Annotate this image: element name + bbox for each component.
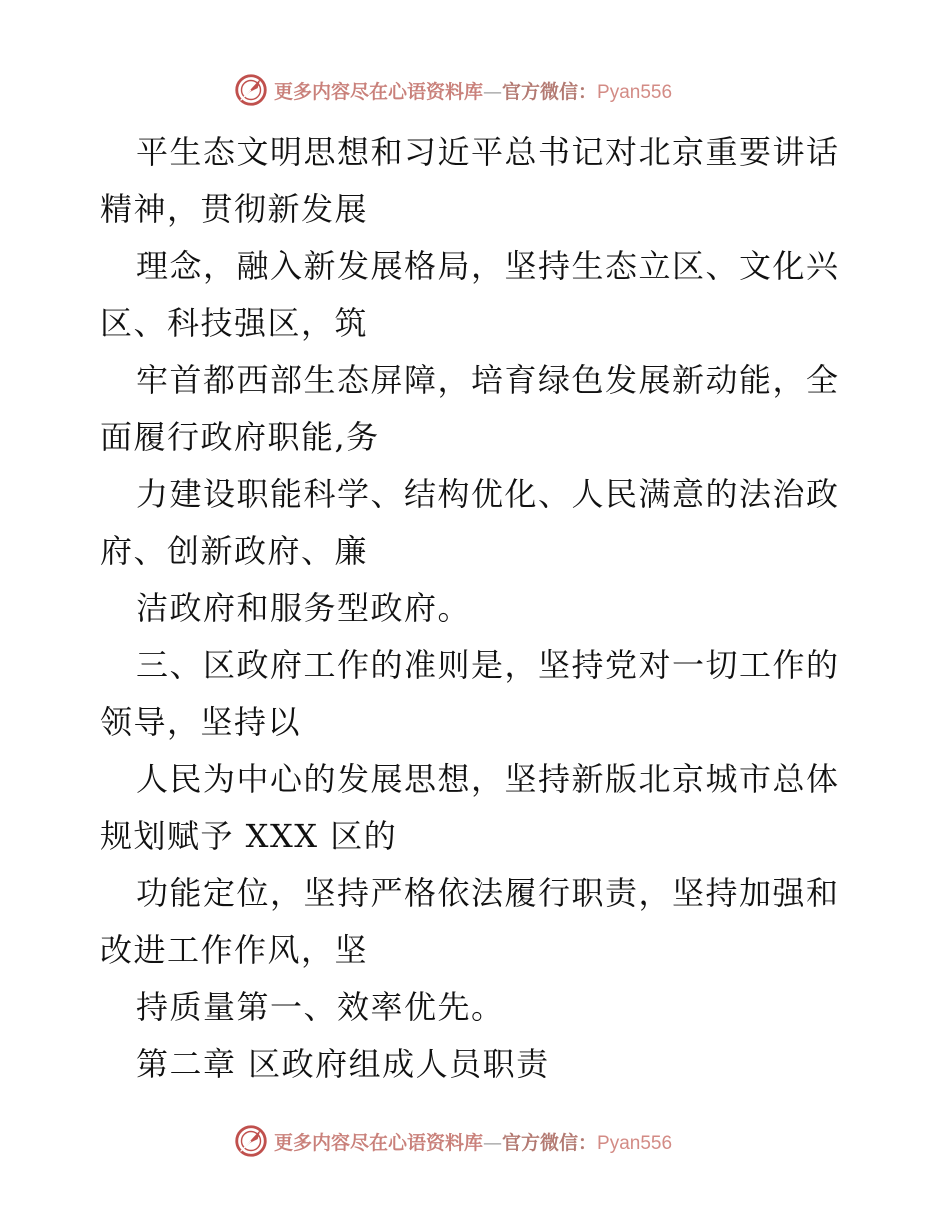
footer-banner-dash: — — [483, 1131, 503, 1154]
body-line: 府、创新政府、廉 — [100, 532, 369, 570]
footer-banner-text — [274, 1128, 672, 1155]
feather-pen-logo-icon — [232, 1122, 270, 1160]
body-line: 持质量第一、效率优先。 — [136, 988, 505, 1026]
body-line: 平生态文明思想和习近平总书记对北京重要讲话 — [136, 133, 840, 171]
header-banner-dash: — — [483, 80, 503, 103]
footer-banner-title: 更多内容尽在心语资料库 — [274, 1131, 484, 1154]
header-wechat-label: 官方微信： — [502, 80, 598, 103]
body-line: 牢首都西部生态屏障，培育绿色发展新动能，全 — [136, 361, 840, 399]
chapter-heading: 第二章 区政府组成人员职责 — [136, 1045, 550, 1083]
feather-pen-logo-icon — [232, 71, 270, 109]
header-wechat-id: Pyan556 — [597, 81, 673, 103]
footer-wechat-label: 官方微信： — [502, 1131, 598, 1154]
footer-banner — [232, 1121, 672, 1161]
body-line: 规划赋予 XXX 区的 — [100, 817, 398, 855]
body-line: 力建设职能科学、结构优化、人民满意的法治政 — [136, 475, 840, 513]
body-line: 功能定位，坚持严格依法履行职责，坚持加强和 — [136, 874, 840, 912]
footer-wechat-id: Pyan556 — [597, 1132, 673, 1154]
body-line: 理念，融入新发展格局，坚持生态立区、文化兴 — [136, 247, 840, 285]
body-line: 区、科技强区，筑 — [100, 304, 369, 342]
body-line: 领导，坚持以 — [100, 703, 302, 741]
header-banner-title: 更多内容尽在心语资料库 — [274, 80, 484, 103]
body-line: 三、区政府工作的准则是，坚持党对一切工作的 — [136, 646, 840, 684]
header-banner-text — [274, 77, 672, 104]
header-banner — [232, 70, 672, 110]
body-line: 改进工作作风，坚 — [100, 931, 369, 969]
body-line: 人民为中心的发展思想，坚持新版北京城市总体 — [136, 760, 840, 798]
document-body — [100, 124, 860, 1093]
body-line: 精神，贯彻新发展 — [100, 190, 369, 228]
body-line: 面履行政府职能,务 — [100, 418, 380, 456]
body-line: 洁政府和服务型政府。 — [136, 589, 472, 627]
